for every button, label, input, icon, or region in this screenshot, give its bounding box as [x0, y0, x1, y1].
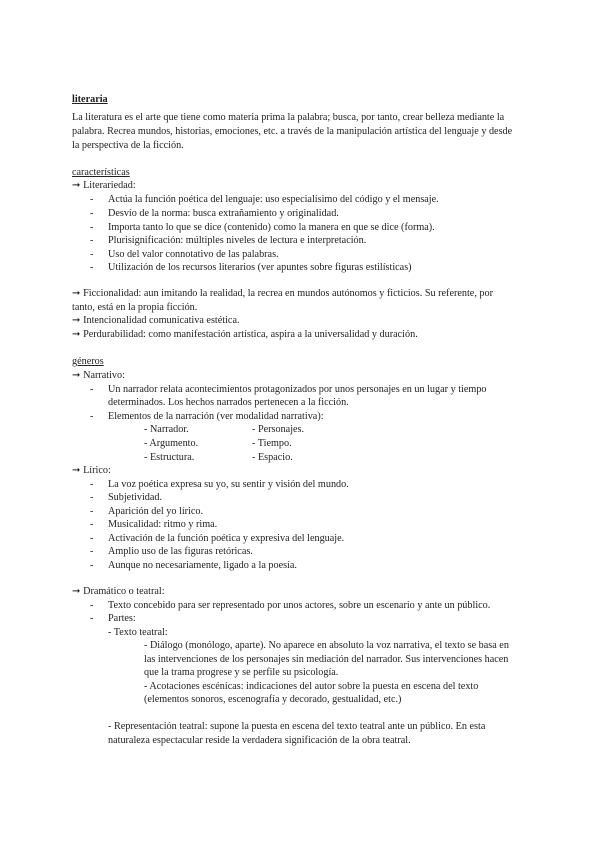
- list-item-continued: determinados. Los hechos narrados pertenecen a la ficción.: [108, 397, 349, 408]
- list-item: Texto concebido para ser representado por unos actores, sobre un escenario y ante un público.: [108, 600, 491, 611]
- dialogo-line: que la trama progrese y se perfile su psicología.: [144, 667, 339, 678]
- bullet-dash: -: [90, 492, 94, 503]
- bullet-dash: -: [90, 506, 94, 517]
- lirico-label: ➞ Lírico:: [72, 465, 111, 476]
- perdurabilidad-line: ➞ Perdurabilidad: como manifestación artística, aspira a la universalidad y duración.: [72, 329, 418, 340]
- elemento-item: - Argumento.: [144, 438, 199, 449]
- section-heading-generos: géneros: [72, 356, 104, 367]
- page-title: literaria: [72, 94, 108, 105]
- intro-line: La literatura es el arte que tiene como materia prima la palabra; busca, por tanto, crear belleza mediante la: [72, 112, 505, 123]
- list-item: Amplio uso de las figuras retóricas.: [108, 546, 253, 557]
- ficcionalidad-line: tanto, está en la propia ficción.: [72, 302, 198, 313]
- intro-line: la perspectiva de la ficción.: [72, 140, 184, 151]
- list-item: Importa tanto lo que se dice (contenido) como la manera en que se dice (forma).: [108, 222, 435, 233]
- bullet-dash: -: [90, 533, 94, 544]
- dialogo-line: - Diálogo (monólogo, aparte). No aparece en absoluto la voz narrativa, el texto se basa en: [144, 640, 509, 651]
- bullet-dash: -: [90, 411, 94, 422]
- section-heading-caracteristicas: características: [72, 167, 130, 178]
- list-item: Elementos de la narración (ver modalidad narrativa):: [108, 411, 324, 422]
- representacion-line: - Representación teatral: supone la puesta en escena del texto teatral ante un público. En esta: [108, 721, 486, 732]
- bullet-dash: -: [90, 235, 94, 246]
- literariedad-label: ➞ Literariedad:: [72, 180, 136, 191]
- dramatico-label: ➞ Dramático o teatral:: [72, 586, 165, 597]
- bullet-dash: -: [90, 613, 94, 624]
- list-item: Aparición del yo lírico.: [108, 506, 204, 517]
- elemento-item: - Espacio.: [252, 452, 293, 463]
- representacion-line: naturaleza espectacular reside la verdadera significación de la obra teatral.: [108, 735, 411, 746]
- list-item: Subjetividad.: [108, 492, 163, 503]
- bullet-dash: -: [90, 384, 94, 395]
- bullet-dash: -: [90, 479, 94, 490]
- bullet-dash: -: [90, 222, 94, 233]
- elemento-item: - Personajes.: [252, 424, 305, 435]
- list-item: Musicalidad: ritmo y rima.: [108, 519, 218, 530]
- list-item: Actúa la función poética del lenguaje: uso especialísimo del código y el mensaje.: [108, 194, 439, 205]
- bullet-dash: -: [90, 262, 94, 273]
- list-item: Activación de la función poética y expresiva del lenguaje.: [108, 533, 345, 544]
- acotaciones-line: - Acotaciones escénicas: indicaciones del autor sobre la puesta en escena del texto: [144, 681, 479, 692]
- intencionalidad-line: ➞ Intencionalidad comunicativa estética.: [72, 315, 240, 326]
- list-item: La voz poética expresa su yo, su sentir y visión del mundo.: [108, 479, 349, 490]
- list-item: Utilización de los recursos literarios (ver apuntes sobre figuras estilísticas): [108, 262, 412, 273]
- list-item: Partes:: [108, 613, 136, 624]
- list-item: Plurisignificación: múltiples niveles de lectura e interpretación.: [108, 235, 367, 246]
- bullet-dash: -: [90, 208, 94, 219]
- intro-line: palabra. Recrea mundos, historias, emociones, etc. a través de la manipulación artística del lenguaje y desde: [72, 126, 513, 137]
- bullet-dash: -: [90, 560, 94, 571]
- list-item: Uso del valor connotativo de las palabras.: [108, 249, 279, 260]
- list-item: Un narrador relata acontecimientos protagonizados por unos personajes en un lugar y tiempo: [108, 384, 487, 395]
- elemento-item: - Tiempo.: [252, 438, 292, 449]
- list-item: Aunque no necesariamente, ligado a la poesía.: [108, 560, 297, 571]
- bullet-dash: -: [90, 249, 94, 260]
- ficcionalidad-line: ➞ Ficcionalidad: aun imitando la realidad, la recrea en mundos autónomos y ficticios. Su referente, por: [72, 288, 493, 299]
- narrativo-label: ➞ Narrativo:: [72, 370, 125, 381]
- acotaciones-line: (elementos sonoros, escenografía y decorado, gestualidad, etc.): [144, 694, 402, 705]
- bullet-dash: -: [90, 546, 94, 557]
- bullet-dash: -: [90, 519, 94, 530]
- bullet-dash: -: [90, 194, 94, 205]
- elemento-item: - Narrador.: [144, 424, 189, 435]
- elemento-item: - Estructura.: [144, 452, 195, 463]
- texto-teatral-label: - Texto teatral:: [108, 627, 168, 638]
- list-item: Desvío de la norma: busca extrañamiento y originalidad.: [108, 208, 339, 219]
- bullet-dash: -: [90, 600, 94, 611]
- dialogo-line: las intervenciones de los personajes sin mediación del narrador. Sus intervenciones hacen: [144, 654, 509, 665]
